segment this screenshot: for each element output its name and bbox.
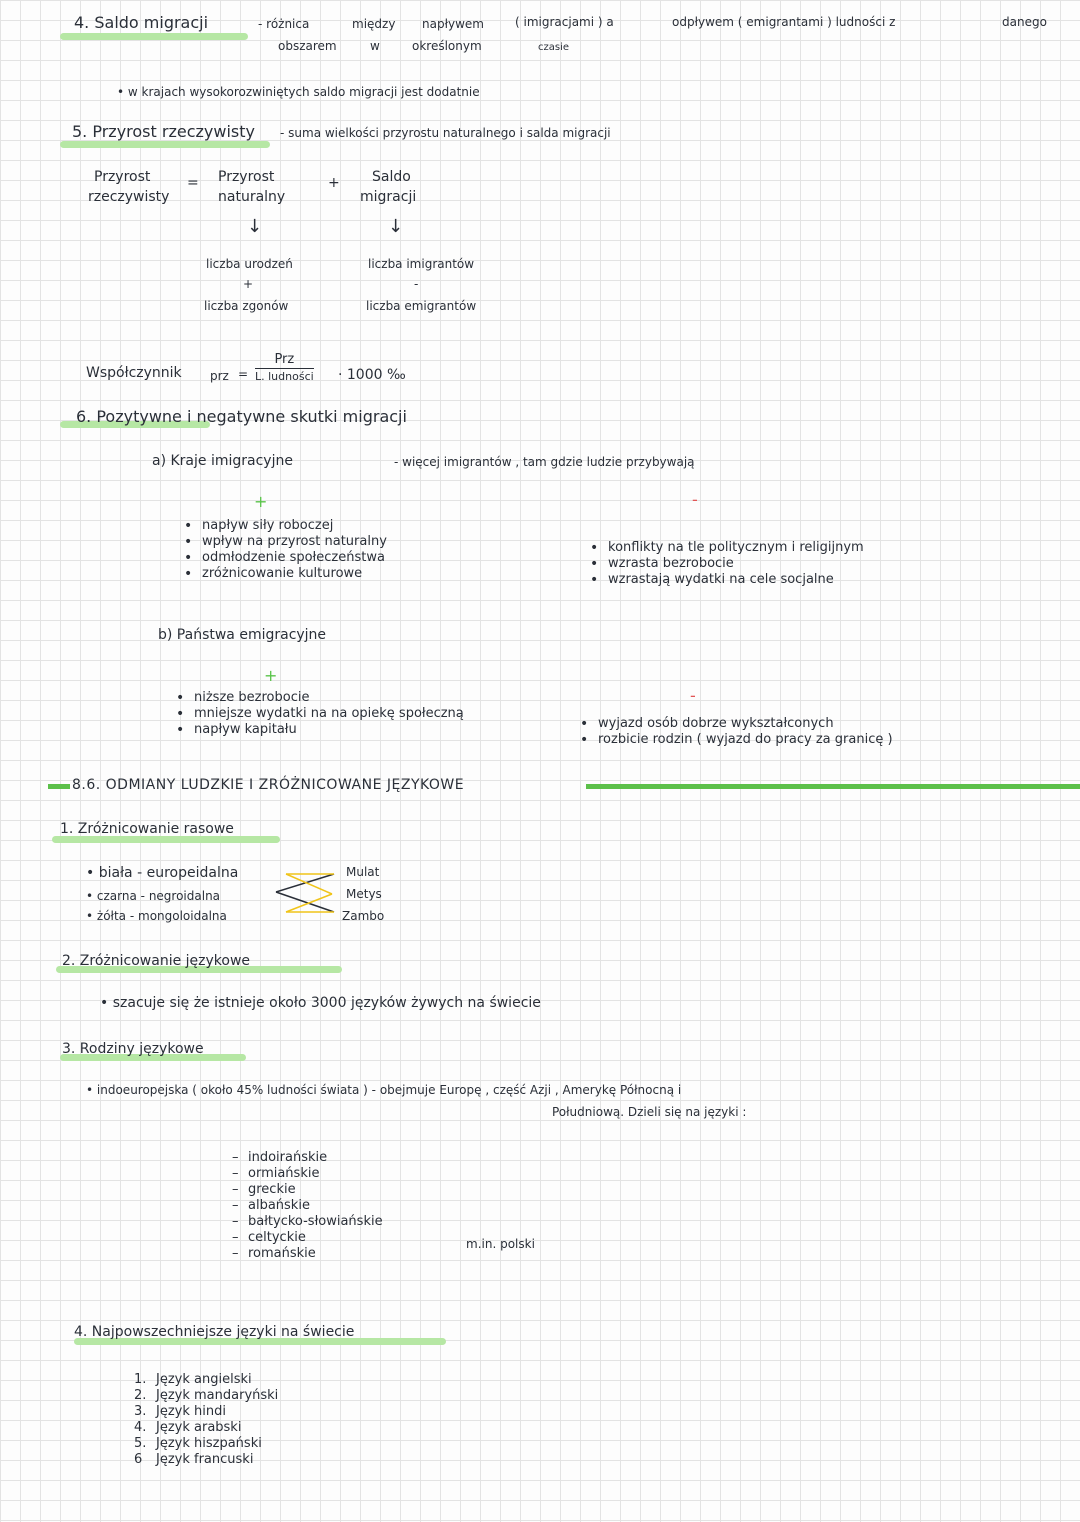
list-item: – celtyckie	[232, 1230, 383, 1246]
s6-a-minus: -	[692, 490, 698, 509]
list-item: – greckie	[232, 1182, 383, 1198]
s5-lhs-2: rzeczywisty	[88, 189, 170, 205]
list-item: • wpływ na przyrost naturalny	[182, 534, 387, 550]
s8-family-2: Południową. Dzieli się na języki :	[552, 1105, 747, 1119]
lang-name: Język hindi	[156, 1404, 226, 1419]
arrow-down-icon: ↓	[247, 216, 263, 237]
family-1-text: indoeuropejska ( około 45% ludności świata ) - obejmuje Europę , część Azji , Amerykę Północną i	[96, 1083, 682, 1097]
race-3: • żółta - mongoloidalna	[86, 909, 227, 923]
lang-name: Język arabski	[156, 1420, 242, 1435]
list-item	[134, 1452, 278, 1468]
race-type: negroidalna	[148, 889, 221, 903]
s6-a-positives	[182, 518, 387, 582]
s5-sub-minus: -	[414, 277, 419, 291]
s5-coef-eq: =	[238, 367, 249, 381]
language-families	[232, 1150, 383, 1262]
list-item: • wzrastają wydatki na cele socjalne	[588, 572, 864, 588]
list-item: – ormiańskie	[232, 1166, 383, 1182]
mixed-2: Metys	[346, 887, 382, 901]
list-item: • wyjazd osób dobrze wykształconych	[578, 716, 893, 732]
s5-plus: +	[328, 175, 340, 191]
s6-b-negatives	[578, 716, 893, 748]
highlight-s5	[60, 141, 270, 148]
s6-title: 6. Pozytywne i negatywne skutki migracji	[76, 407, 407, 426]
s4-def-5: odpływem ( emigrantami ) ludności z	[672, 15, 896, 29]
s5-coef-label: Współczynnik	[86, 365, 182, 381]
s5-term1-b: naturalny	[218, 189, 286, 205]
s8-sub2: 2. Zróżnicowanie językowe	[62, 953, 251, 969]
s5-emigrants: liczba emigrantów	[366, 299, 477, 313]
lang-num: 1.	[134, 1372, 147, 1387]
race-type: europeidalna	[146, 865, 239, 881]
race-name: żółta -	[96, 909, 135, 923]
s5-title: 5. Przyrost rzeczywisty	[72, 122, 255, 141]
s5-term2-b: migracji	[360, 189, 417, 205]
s4-def-2a: między	[352, 17, 396, 31]
s4-def-2b: w	[370, 39, 380, 53]
lang-num: 3.	[134, 1404, 147, 1419]
list-item: • niższe bezrobocie	[174, 690, 464, 706]
s4-note: • w krajach wysokorozwiniętych saldo migracji jest dodatnie	[117, 85, 480, 99]
race-name: biała -	[98, 865, 143, 881]
mixed-1: Mulat	[346, 865, 380, 879]
lang-note-text: szacuje się że istnieje około 3000 języków żywych na świecie	[112, 995, 541, 1011]
s5-term1-a: Przyrost	[218, 169, 275, 185]
s4-def-4: ( imigracjami ) a	[515, 15, 614, 29]
list-item: – indoirańskie	[232, 1150, 383, 1166]
race-type: mongoloidalna	[138, 909, 227, 923]
s8-sub1: 1. Zróżnicowanie rasowe	[60, 821, 234, 837]
list-item	[134, 1404, 278, 1420]
s5-births: liczba urodzeń	[206, 257, 293, 271]
s4-note-text: w krajach wysokorozwiniętych saldo migracji jest dodatnie	[127, 85, 480, 99]
lang-num: 5.	[134, 1436, 147, 1451]
s6-a-label: a) Kraje imigracyjne	[152, 453, 293, 469]
s6-b-label: b) Państwa emigracyjne	[158, 627, 327, 643]
race-mix-diagram	[272, 868, 342, 920]
s5-def: - suma wielkości przyrostu naturalnego i salda migracji	[280, 126, 611, 140]
s6-a-desc: - więcej imigrantów , tam gdzie ludzie przybywają	[394, 455, 695, 469]
s4-def-1b: obszarem	[278, 39, 337, 53]
lang-num: 6	[134, 1452, 143, 1467]
list-item	[134, 1436, 278, 1452]
arrow-down-icon: ↓	[388, 216, 404, 237]
lang-name: Język francuski	[156, 1452, 254, 1467]
list-item	[134, 1388, 278, 1404]
s5-eq: =	[187, 175, 199, 191]
lang-num: 2.	[134, 1388, 147, 1403]
list-item: • konflikty na tle politycznym i religijnym	[588, 540, 864, 556]
s5-term2-a: Saldo	[372, 169, 411, 185]
list-item	[134, 1372, 278, 1388]
lang-num: 4.	[134, 1420, 147, 1435]
list-item: – bałtycko-słowiańskie	[232, 1214, 383, 1230]
list-item: – romańskie	[232, 1246, 383, 1262]
race-2: • czarna - negroidalna	[86, 889, 221, 903]
mixed-3: Zambo	[342, 909, 385, 923]
s5-sub-plus: +	[243, 277, 254, 291]
s5-coef-mult: · 1000 ‰	[338, 367, 406, 383]
race-1: • biała - europeidalna	[86, 865, 239, 881]
s5-coef-sym: prz	[210, 369, 229, 383]
s5-immigrants: liczba imigrantów	[368, 257, 475, 271]
list-item: • rozbicie rodzin ( wyjazd do pracy za granicę )	[578, 732, 893, 748]
s8-lang-note: • szacuje się że istnieje około 3000 języków żywych na świecie	[100, 995, 541, 1011]
list-item: • napływ siły roboczej	[182, 518, 387, 534]
s4-def-3a: napływem	[422, 17, 484, 31]
s5-frac-num: Prz	[255, 352, 314, 369]
s6-b-minus: -	[690, 686, 696, 705]
s4-def-6: danego	[1002, 15, 1047, 29]
top-languages	[134, 1372, 278, 1468]
s4-def-4b: czasie	[538, 42, 570, 53]
s4-title: 4. Saldo migracji	[74, 13, 209, 32]
highlight-s4	[60, 33, 248, 40]
s8-sub4: 4. Najpowszechniejsze języki na świecie	[74, 1324, 355, 1340]
s8-title: 8.6. ODMIANY LUDZKIE I ZRÓŻNICOWANE JĘZYKOWE	[72, 777, 465, 793]
s8-family-1: • indoeuropejska ( około 45% ludności świata ) - obejmuje Europę , część Azji , Amerykę Północną i	[86, 1083, 682, 1097]
list-item: • mniejsze wydatki na na opiekę społeczną	[174, 706, 464, 722]
s6-a-plus: +	[254, 492, 268, 511]
lang-name: Język mandaryński	[156, 1388, 279, 1403]
s5-fraction	[255, 352, 314, 383]
s4-def-3b: określonym	[412, 39, 482, 53]
family-example: m.in. polski	[466, 1237, 535, 1251]
list-item: • wzrasta bezrobocie	[588, 556, 864, 572]
list-item: • napływ kapitału	[174, 722, 464, 738]
s8-sub3: 3. Rodziny językowe	[62, 1041, 204, 1057]
s6-b-positives	[174, 690, 464, 738]
s6-a-negatives	[588, 540, 864, 588]
s4-def-1a: - różnica	[258, 17, 310, 31]
s6-b-plus: +	[264, 666, 278, 685]
list-item: – albańskie	[232, 1198, 383, 1214]
race-name: czarna -	[96, 889, 145, 903]
s5-frac-den: L. ludności	[255, 370, 314, 383]
list-item: • zróżnicowanie kulturowe	[182, 566, 387, 582]
lang-name: Język hiszpański	[156, 1436, 262, 1451]
separator-left	[48, 784, 70, 789]
s5-deaths: liczba zgonów	[204, 299, 289, 313]
list-item	[134, 1420, 278, 1436]
list-item: • odmłodzenie społeczeństwa	[182, 550, 387, 566]
separator-right	[586, 784, 1080, 789]
s5-lhs-1: Przyrost	[94, 169, 151, 185]
lang-name: Język angielski	[156, 1372, 252, 1387]
